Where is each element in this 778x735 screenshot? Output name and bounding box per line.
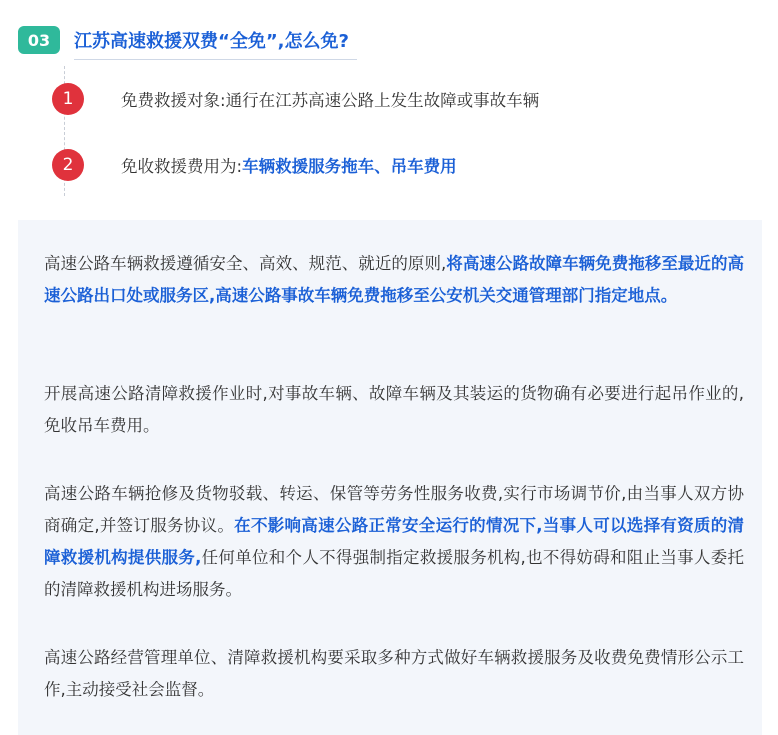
paragraph-crane: 开展高速公路清障救援作业时,对事故车辆、故障车辆及其装运的货物确有必要进行起吊作业的,免收吊车费用。 <box>44 384 744 435</box>
paragraph-fees-tail: 任何单位和个人不得强制指定救援服务机构,也不得妨碍和阻止当事人委托的清障救援机构进场服务。 <box>44 548 744 599</box>
list-item-2-label: 免收救援费用为: <box>121 157 243 176</box>
section-title: 江苏高速救援双费“全免”,怎么免? <box>74 27 357 60</box>
list-item-2-highlight: 车辆救援服务拖车、吊车费用 <box>242 157 457 176</box>
paragraph-principle-highlight: 将高速公路故障车辆免费拖移至最近的高速公路出口处或服务区,高速公路事故车辆免费拖移至公安机关交通管理部门指定地点。 <box>44 254 745 305</box>
list-item-1-text <box>121 87 539 111</box>
paragraph-fees-highlight: 在不影响高速公路正常安全运行的情况下,当事人可以选择有资质的清障救援机构提供服务, <box>44 516 744 567</box>
list-item-1 <box>52 82 539 116</box>
paragraph-principle-text: 高速公路车辆救援遵循安全、高效、规范、就近的原则, <box>44 254 447 273</box>
paragraph-supervision: 高速公路经营管理单位、清障救援机构要采取多种方式做好车辆救援服务及收费免费情形公示工作,主动接受社会监督。 <box>44 648 744 699</box>
list-item-1-value: 通行在江苏高速公路上发生故障或事故车辆 <box>225 91 540 110</box>
list-item-2 <box>52 148 457 182</box>
section-header <box>18 24 357 56</box>
paragraph-principle <box>44 248 744 312</box>
paragraph-fees <box>44 478 744 606</box>
paragraph-fees-text: 高速公路车辆抢修及货物驳载、转运、保管等劳务性服务收费,实行市场调节价,由当事人双方协商确定,并签订服务协议。 <box>44 484 744 535</box>
info-box <box>18 220 762 735</box>
list-item-2-text <box>121 153 457 177</box>
number-circle-1: 1 <box>52 83 84 115</box>
list-item-1-label: 免费救援对象: <box>121 91 226 110</box>
section-number-badge: 03 <box>18 26 60 54</box>
number-circle-2: 2 <box>52 149 84 181</box>
